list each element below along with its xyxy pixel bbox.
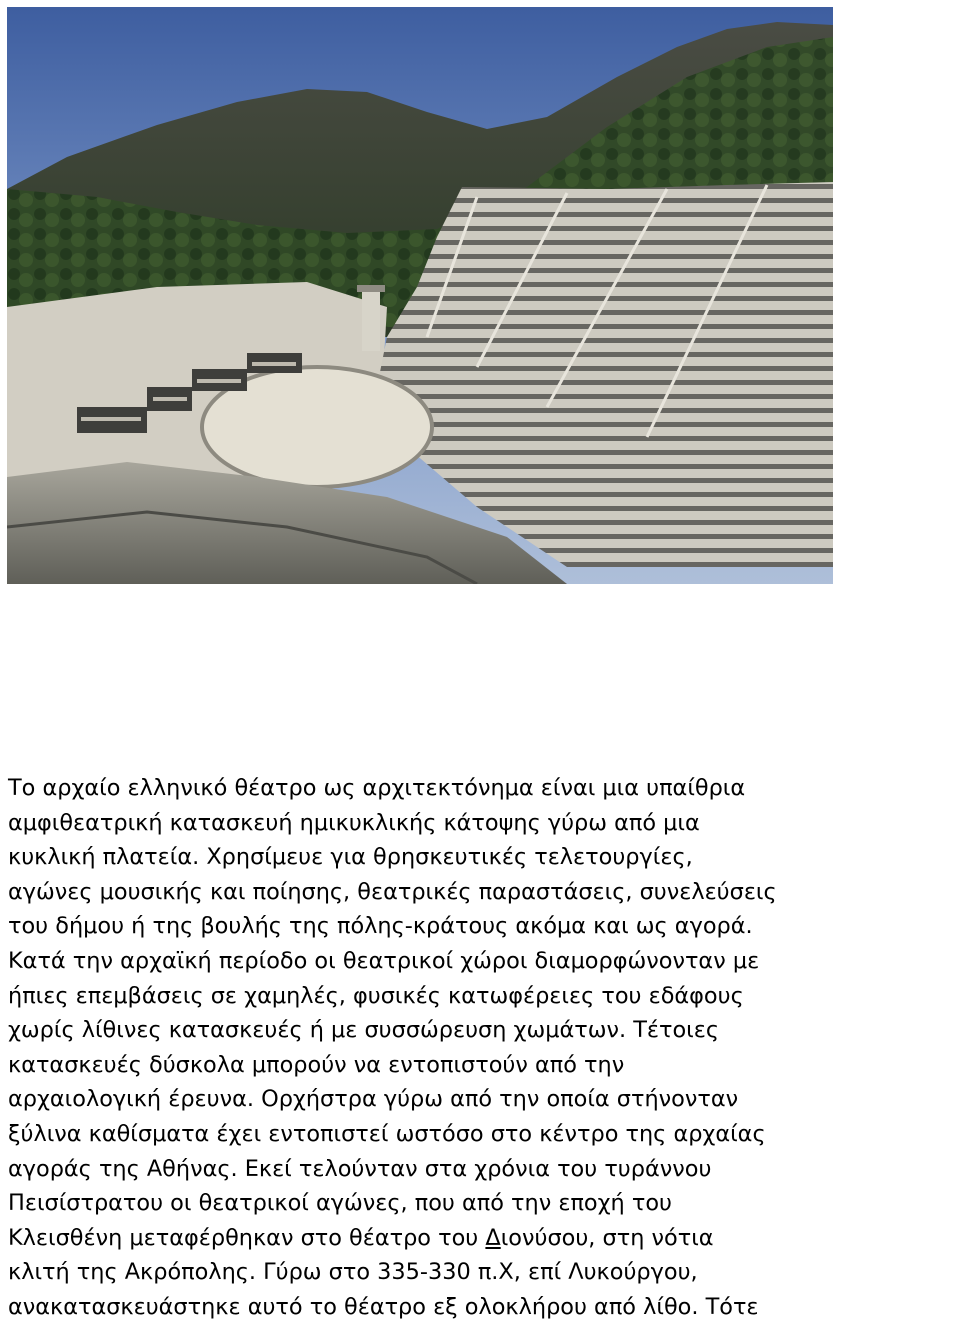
paragraph-line: Πεισίστρατου οι θεατρικοί αγώνες, που από την εποχή του	[8, 1190, 673, 1217]
paragraph-line: του δήμου ή της βουλής της πόλης-κράτους ακόμα και ως αγορά.	[8, 913, 753, 940]
paragraph-line: κλιτή της Ακρόπολης. Γύρω στο 335-330 π.Χ, επί Λυκούργου,	[8, 1259, 698, 1286]
theatre-photo-graphic	[7, 7, 833, 584]
paragraph-line: Το αρχαίο ελληνικό θέατρο ως αρχιτεκτόνημα είναι μια υπαίθρια	[8, 775, 746, 801]
paragraph-line: κυκλική πλατεία. Χρησίμευε για θρησκευτικές τελετουργίες,	[8, 844, 693, 871]
underlined-letter: Δ	[485, 1224, 501, 1251]
paragraph-line: χωρίς λίθινες κατασκευές ή με συσσώρευση χωμάτων. Τέτοιες	[8, 1017, 719, 1044]
paragraph-line: αγώνες μουσικής και ποίησης, θεατρικές παραστάσεις, συνελεύσεις	[8, 878, 777, 905]
line-text: ιονύσου, στη νότια	[500, 1224, 714, 1251]
theatre-photo	[7, 7, 833, 584]
paragraph-line: αρχαιολογική έρευνα. Ορχήστρα γύρω από την οποία στήνονταν	[8, 1086, 739, 1113]
paragraph-line	[8, 1221, 958, 1256]
paragraph-line: ανακατασκευάστηκε αυτό το θέατρο εξ ολοκλήρου από λίθο. Τότε	[8, 1293, 759, 1320]
paragraph-line: ήπιες επεμβάσεις σε χαμηλές, φυσικές κατωφέρειες του εδάφους	[8, 982, 744, 1009]
paragraph-line: αγοράς της Αθήνας. Εκεί τελούνταν στα χρόνια του τυράννου	[8, 1155, 712, 1182]
paragraph-line: κατασκευές δύσκολα μπορούν να εντοπιστούν από την	[8, 1051, 625, 1078]
line-text: Κλεισθένη μεταφέρθηκαν στο θέατρο του	[8, 1224, 486, 1251]
paragraph-line: αμφιθεατρική κατασκευή ημικυκλικής κάτοψης γύρω από μια	[8, 809, 700, 836]
article-paragraph	[8, 771, 958, 1325]
paragraph-line: Κατά την αρχαϊκή περίοδο οι θεατρικοί χώροι διαμορφώνονταν με	[8, 947, 760, 974]
paragraph-line: ξύλινα καθίσματα έχει εντοπιστεί ωστόσο στο κέντρο της αρχαίας	[8, 1120, 766, 1147]
